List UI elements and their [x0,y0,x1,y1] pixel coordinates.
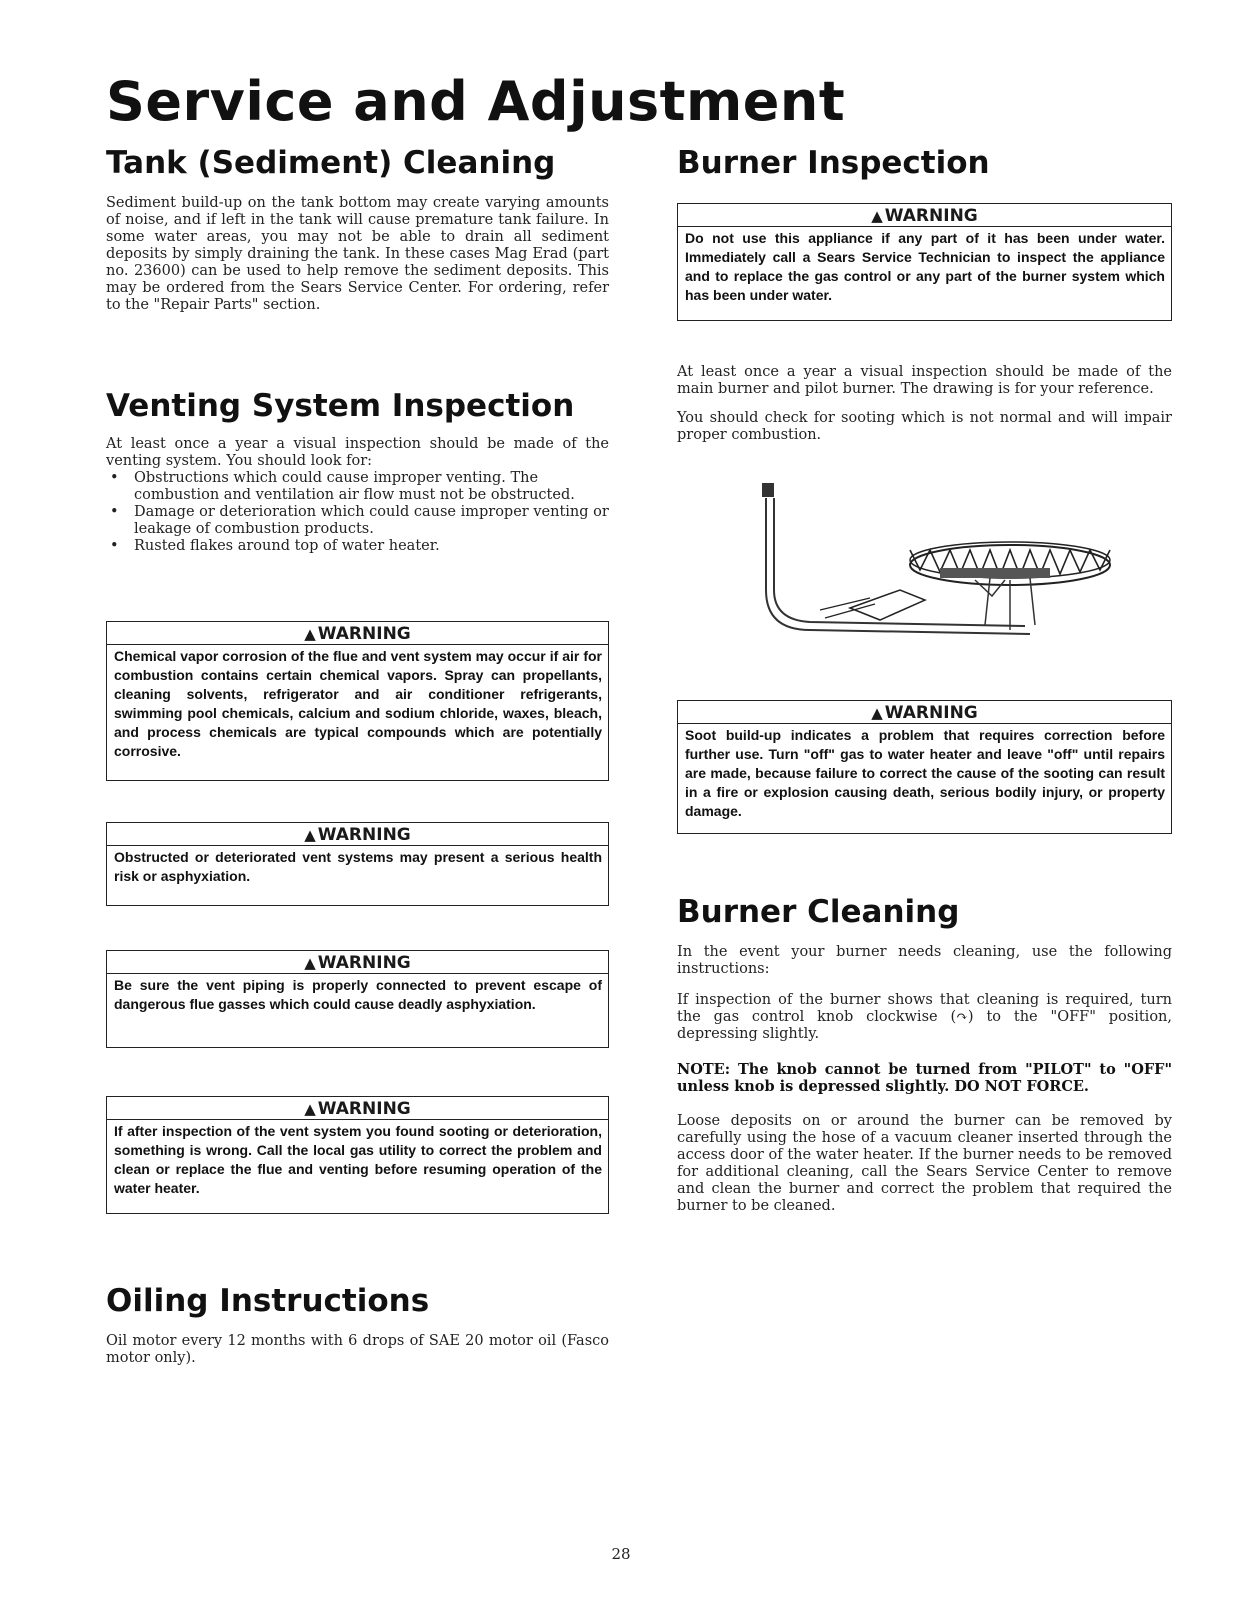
warning-box-soot-buildup [677,700,1172,834]
burner-legs [985,578,1035,630]
list-item: • Obstructions which could cause improper venting. The combustion and ventilation air flow must not be obstructed. [106,470,609,504]
tank-cleaning-body: Sediment build-up on the tank bottom may create varying amounts of noise, and if left in the tank will cause premature tank failure. In some water areas, you may not be able to drain all sediment deposits by simply draining the tank. In these cases Mag Erad (part no. 23600) can be used to help remove the sediment deposits. This may be ordered from the Sears Service Center. For ordering, refer to the "Repair Parts" section. [106,195,609,313]
tank-cleaning-heading: Tank (Sediment) Cleaning [106,145,556,181]
burner-inspection-heading: Burner Inspection [677,145,990,181]
burner-cleaning-para1: In the event your burner needs cleaning, use the following instructions: [677,944,1172,977]
venting-checklist [106,470,609,555]
warning-header: ▲ WARNING [107,823,608,846]
warning-box-sooting-vent [106,1096,609,1214]
venting-section [106,388,609,555]
burner-cleaning-note: NOTE: The knob cannot be turned from "PILOT" to "OFF" unless knob is depressed slightly. DO NOT FORCE. [677,1061,1172,1095]
warning-text: Soot build-up indicates a problem that requires correction before further use. Turn "off" gas to water heater and leave "off" until repairs are made, because failure to correct the cause of the sooting can result in a fire or explosion causing death, serious bodily injury, or property damage. [685,727,1165,819]
warning-box-vent-piping [106,950,609,1048]
burner-cleaning-heading: Burner Cleaning [677,894,960,930]
list-item: • Rusted flakes around top of water heater. [106,538,609,555]
warning-header: ▲ WARNING [107,622,608,645]
gas-tube-outer [766,498,1030,634]
warning-header: ▲ WARNING [107,1097,608,1120]
warning-text: Be sure the vent piping is properly connected to prevent escape of dangerous flue gasses which could cause deadly asphyxiation. [114,977,602,1012]
warning-header: ▲ WARNING [678,204,1171,227]
burner-inspection-para1: At least once a year a visual inspection should be made of the main burner and pilot burner. The drawing is for your reference. [677,364,1172,397]
tank-cleaning-section [106,145,609,314]
list-item: • Damage or deterioration which could cause improper venting or leakage of combustion products. [106,504,609,538]
warning-triangle-icon: ▲ [304,1100,316,1118]
warning-text: Chemical vapor corrosion of the flue and vent system may occur if air for combustion contains certain chemical vapors. Spray can propellants, cleaning solvents, refrigerator and air conditioner refrigerants, swimming pool chemicals, calcium and sodium chloride, waxes, bleach, and process chemicals are typical compounds which are potentially corrosive. [114,648,602,759]
burner-drawing [760,480,1120,650]
oiling-section [106,1283,609,1367]
clockwise-arrow-icon: ↷ [956,1009,968,1025]
venting-intro: At least once a year a visual inspection should be made of the venting system. You should look for: [106,436,609,469]
pilot-assembly [850,590,925,620]
oiling-heading: Oiling Instructions [106,1283,430,1319]
pilot-cap [762,483,774,497]
warning-text: If after inspection of the vent system you found sooting or deterioration, something is wrong. Call the local gas utility to correct the problem and clean or replace the flue and venting before resuming operation of the water heater. [114,1123,602,1196]
burner-cleaning-section [677,894,1172,1215]
oiling-body: Oil motor every 12 months with 6 drops of SAE 20 motor oil (Fasco motor only). [106,1333,609,1366]
burner-cleaning-para3: Loose deposits on or around the burner can be removed by carefully using the hose of a vacuum cleaner inserted through the access door of the water heater. If the burner needs to be removed for additional cleaning, call the Sears Service Center to remove and clean the burner and correct the problem that required the burner to be cleaned. [677,1113,1172,1214]
burner-cleaning-para2: If inspection of the burner shows that cleaning is required, turn the gas control knob clockwise (↷) to the "OFF" position, depressing slightly. [677,992,1172,1042]
warning-header: ▲ WARNING [107,951,608,974]
venting-heading: Venting System Inspection [106,388,575,424]
warning-text: Do not use this appliance if any part of it has been under water. Immediately call a Sears Service Technician to inspect the appliance and to replace the gas control or any part of the burner system which has been under water. [685,230,1165,303]
burner-inspection-section [677,364,1172,444]
warning-triangle-icon: ▲ [871,704,883,722]
page-number: 28 [611,1545,631,1563]
warning-header: ▲ WARNING [678,701,1171,724]
burner-inspection-heading-block [677,145,1172,181]
warning-text: Obstructed or deteriorated vent systems may present a serious health risk or asphyxiation. [114,849,602,884]
warning-triangle-icon: ▲ [304,826,316,844]
warning-triangle-icon: ▲ [304,954,316,972]
burner-inspection-para2: You should check for sooting which is not normal and will impair proper combustion. [677,410,1172,443]
warning-triangle-icon: ▲ [304,625,316,643]
burner-base [940,568,1050,578]
warning-box-obstructed-vent [106,822,609,906]
warning-box-under-water [677,203,1172,321]
page-title: Service and Adjustment [106,70,846,133]
warning-triangle-icon: ▲ [871,207,883,225]
warning-box-chemical-vapor [106,621,609,781]
